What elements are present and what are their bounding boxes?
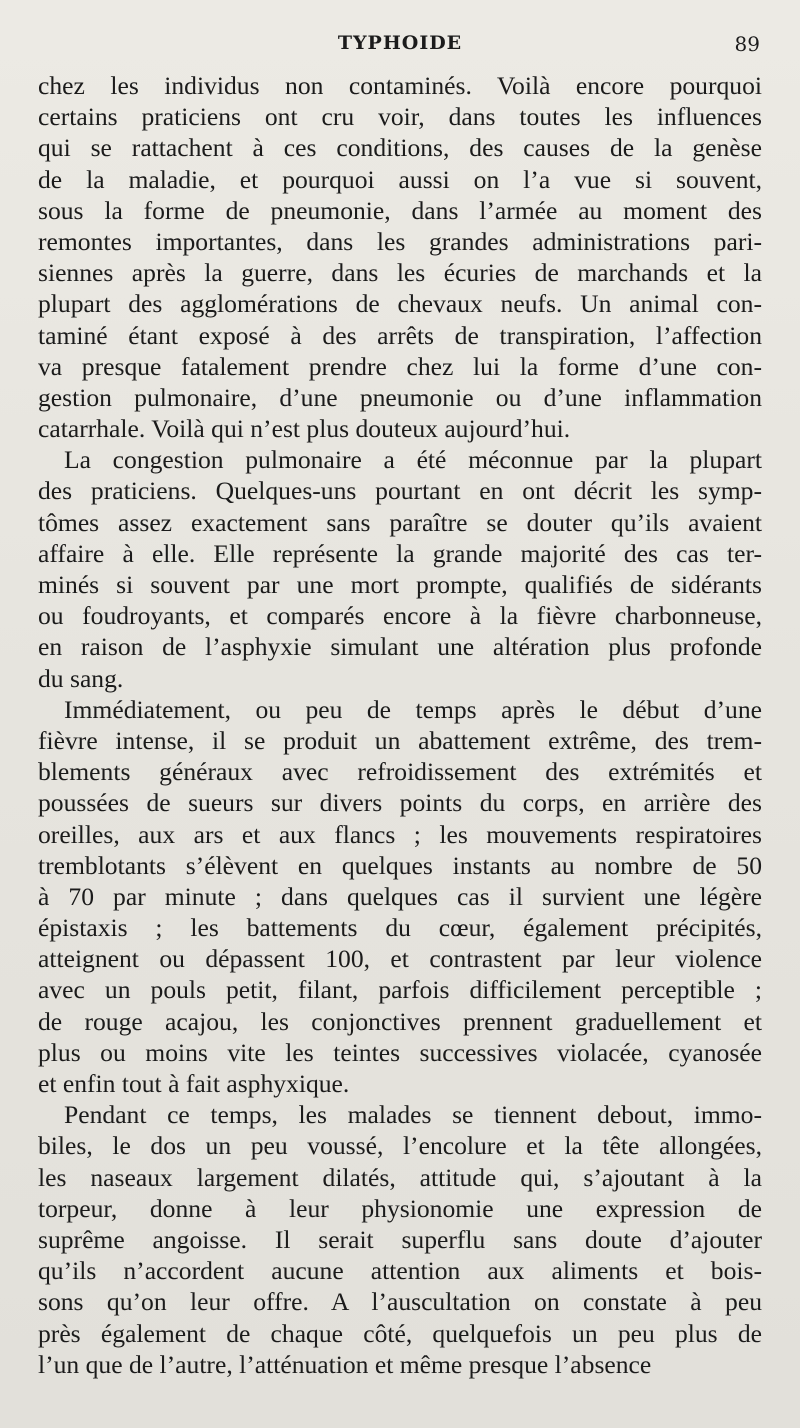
text-line: en raison de l’asphyxie simulant une altération plus profonde <box>38 632 762 662</box>
text-line: torpeur, donne à leur physionomie une expression de <box>38 1193 762 1223</box>
text-line: siennes après la guerre, dans les écuries de marchands et la <box>38 258 762 288</box>
text-line: fièvre intense, il se produit un abattement extrême, des trem- <box>38 725 762 755</box>
text-line: catarrhale. Voilà qui n’est plus douteux aujourd’hui. <box>38 414 571 444</box>
text-line: tômes assez exactement sans paraître se douter qu’ils avaient <box>38 507 762 537</box>
text-line: chez les individus non contaminés. Voilà encore pourquoi <box>38 71 762 100</box>
body-text <box>38 70 762 1380</box>
text-line: près également de chaque côté, quelquefois un peu plus de <box>38 1318 762 1348</box>
text-line: va presque fatalement prendre chez lui la forme d’une con- <box>38 351 762 381</box>
text-line: tremblotants s’élèvent en quelques instants au nombre de 50 <box>38 850 762 880</box>
paragraph-3 <box>38 694 762 1099</box>
text-line: biles, le dos un peu voussé, l’encolure et la tête allongées, <box>38 1131 762 1161</box>
text-line: plupart des agglomérations de chevaux neufs. Un animal con- <box>38 289 762 319</box>
text-line: Immédiatement, ou peu de temps après le début d’une <box>64 694 762 724</box>
text-line: les naseaux largement dilatés, attitude qui, s’ajoutant à la <box>38 1162 762 1192</box>
text-line: des praticiens. Quelques-uns pourtant en ont décrit les symp- <box>38 476 762 506</box>
paragraph-4 <box>38 1099 762 1380</box>
text-line: à 70 par minute ; dans quelques cas il survient une légère <box>38 881 762 911</box>
text-line: La congestion pulmonaire a été méconnue par la plupart <box>64 445 762 475</box>
text-line: blements généraux avec refroidissement des extrémités et <box>38 757 762 787</box>
text-line: oreilles, aux ars et aux flancs ; les mouvements respiratoires <box>38 819 762 849</box>
text-line: suprême angoisse. Il serait superflu sans doute d’ajouter <box>38 1224 762 1254</box>
text-line: et enfin tout à fait asphyxique. <box>38 1069 350 1098</box>
text-line: gestion pulmonaire, d’une pneumonie ou d’une inflammation <box>38 382 762 412</box>
text-line: certains praticiens ont cru voir, dans toutes les influences <box>38 102 762 132</box>
text-line: plus ou moins vite les teintes successives violacée, cyanosée <box>38 1037 762 1067</box>
paragraph-2 <box>38 444 762 694</box>
text-line: minés si souvent par une mort prompte, qualifiés de sidérants <box>38 570 762 599</box>
page-number: 89 <box>734 32 760 56</box>
text-line: ou foudroyants, et comparés encore à la fièvre charbonneuse, <box>38 601 762 631</box>
text-line: épistaxis ; les battements du cœur, également précipités, <box>38 913 762 943</box>
text-line: l’un que de l’autre, l’atténuation et même presque l’absence <box>38 1349 652 1379</box>
text-line: taminé étant exposé à des arrêts de transpiration, l’affection <box>38 320 762 350</box>
text-line: sous la forme de pneumonie, dans l’armée au moment des <box>38 195 762 225</box>
text-line: qu’ils n’accordent aucune attention aux aliments et bois- <box>38 1256 762 1286</box>
paragraph-1 <box>38 70 762 444</box>
running-header <box>0 32 800 60</box>
running-title: TYPHOIDE <box>337 32 463 54</box>
text-line: de rouge acajou, les conjonctives prennent graduellement et <box>38 1006 762 1036</box>
text-line: qui se rattachent à ces conditions, des causes de la genèse <box>38 133 762 163</box>
text-line: Pendant ce temps, les malades se tiennent debout, immo- <box>64 1100 762 1130</box>
text-line: du sang. <box>38 663 124 693</box>
text-line: atteignent ou dépassent 100, et contrastent par leur violence <box>38 944 762 974</box>
text-line: remontes importantes, dans les grandes administrations pari- <box>38 226 762 256</box>
text-line: de la maladie, et pourquoi aussi on l’a vue si souvent, <box>38 164 762 194</box>
text-line: affaire à elle. Elle représente la grande majorité des cas ter- <box>38 538 762 568</box>
text-line: sons qu’on leur offre. A l’auscultation on constate à peu <box>38 1287 762 1317</box>
text-line: poussées de sueurs sur divers points du corps, en arrière des <box>38 788 762 818</box>
text-line: avec un pouls petit, filant, parfois difficilement perceptible ; <box>38 975 762 1005</box>
